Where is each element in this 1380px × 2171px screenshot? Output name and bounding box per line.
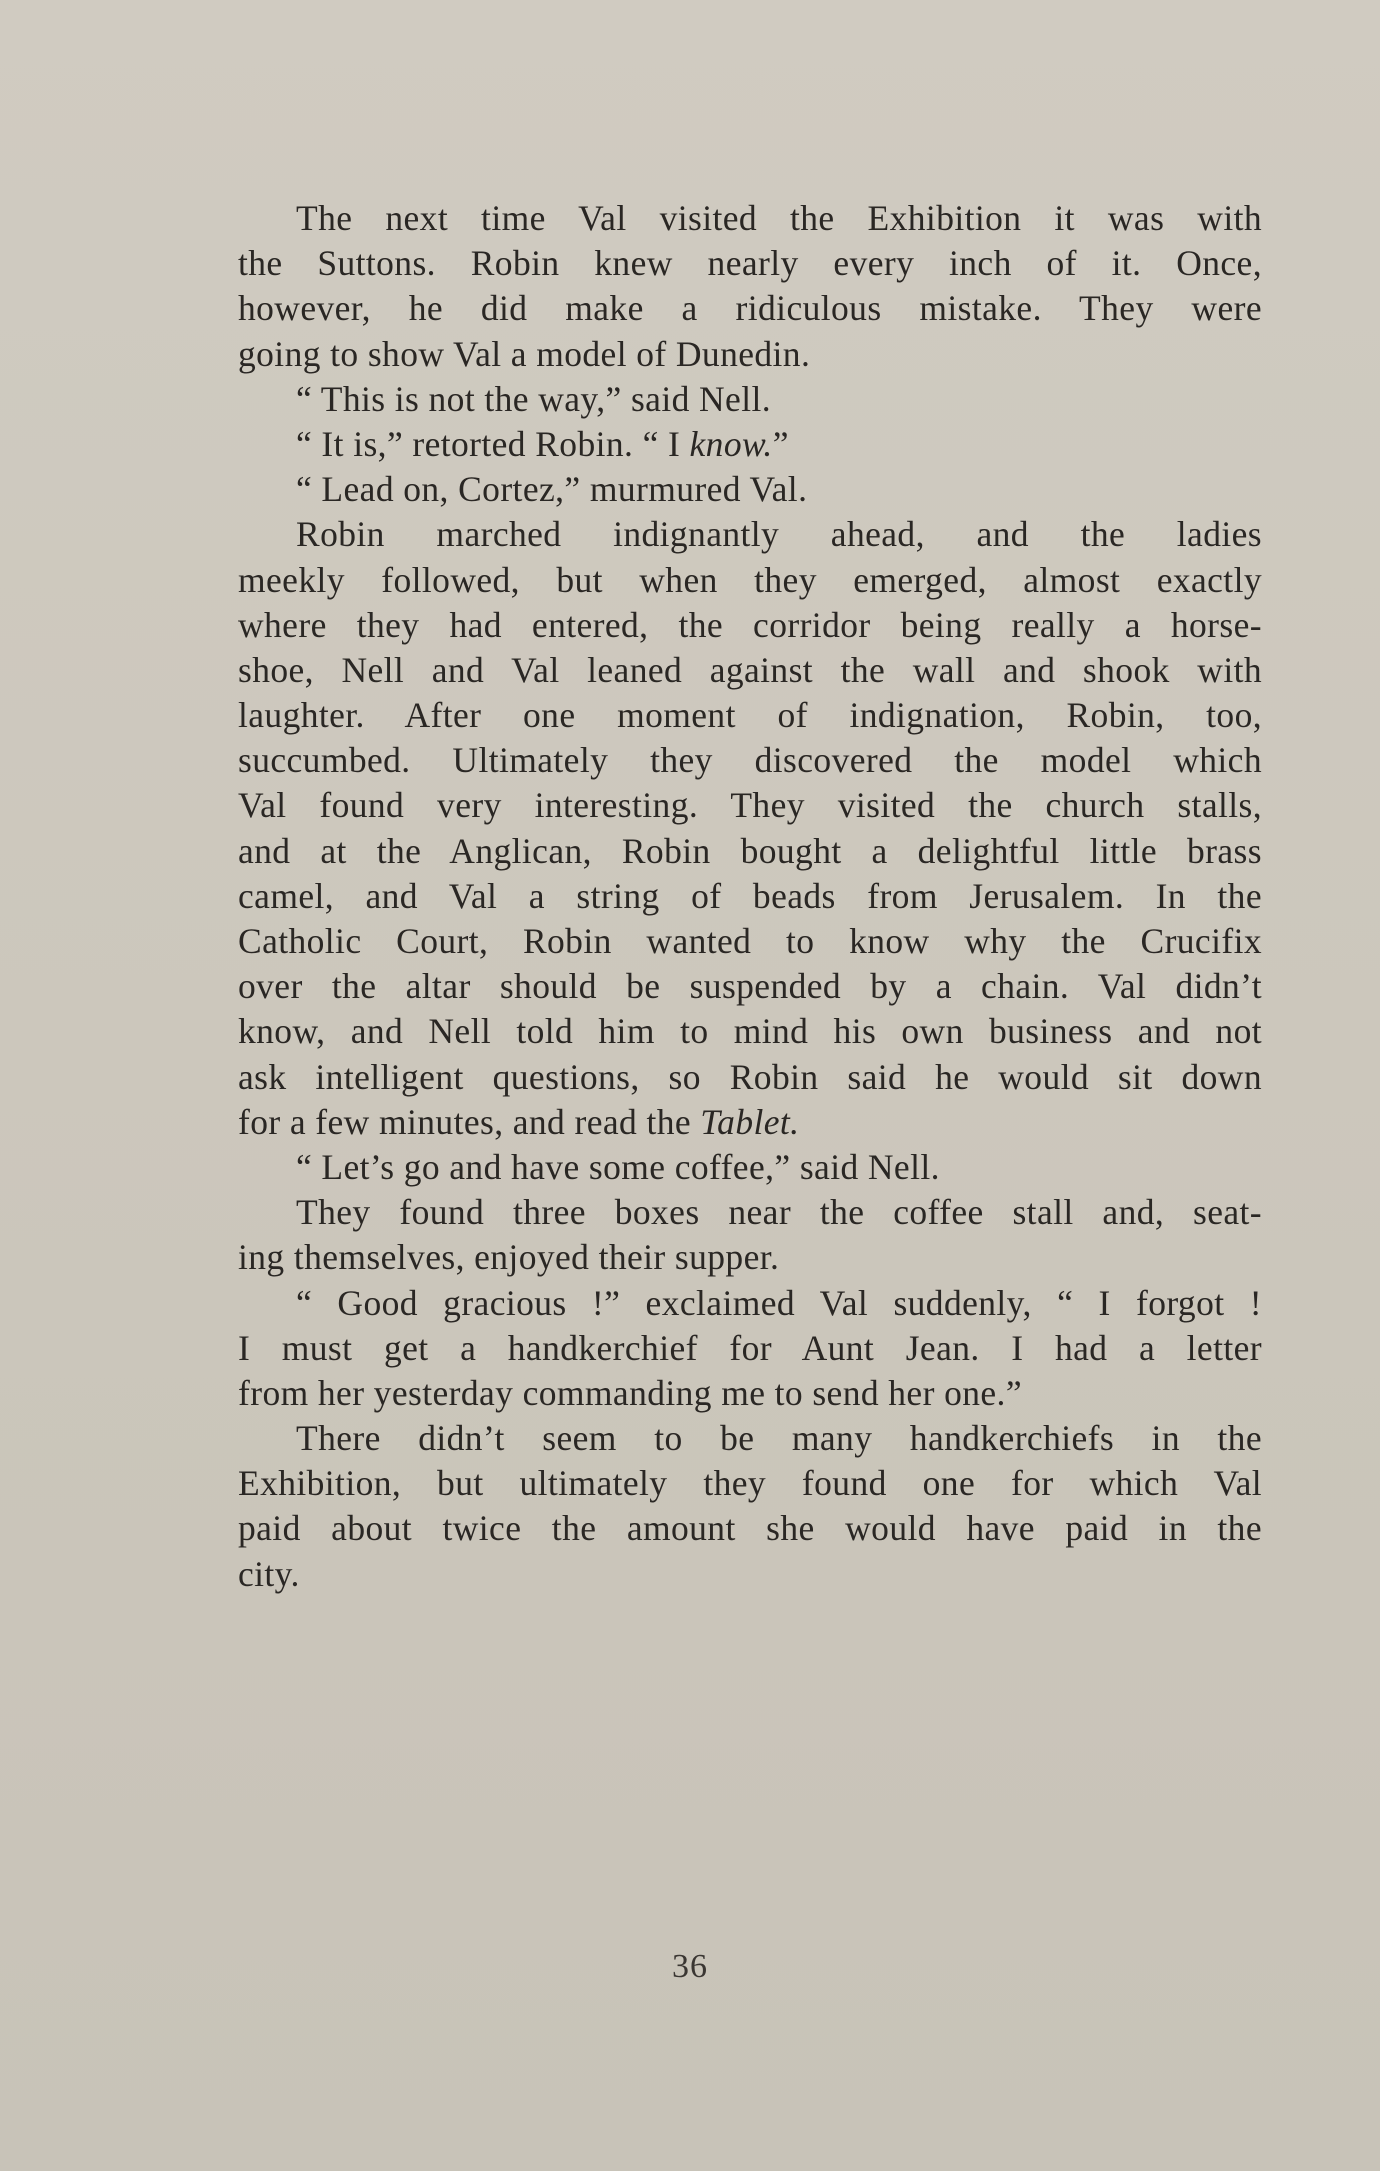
text-line: I must get a handkerchief for Aunt Jean. I had a letter <box>238 1327 1262 1368</box>
text-line: ing themselves, enjoyed their supper. <box>238 1237 780 1278</box>
text-line: “ Let’s go and have some coffee,” said Nell. <box>296 1146 940 1187</box>
text-line: Val found very interesting. They visited the church stalls, <box>238 785 1262 826</box>
text-line: “ Lead on, Cortez,” murmured Val. <box>296 469 808 510</box>
text-line: Exhibition, but ultimately they found one for which Val <box>238 1463 1262 1504</box>
text-line: shoe, Nell and Val leaned against the wall and shook with <box>238 649 1262 690</box>
text-line: paid about twice the amount she would have paid in the <box>238 1508 1262 1549</box>
text-line: Robin marched indignantly ahead, and the ladies <box>296 514 1262 555</box>
text-line: for a few minutes, and read the Tablet. <box>238 1101 800 1142</box>
text-line: from her yesterday commanding me to send her one.” <box>238 1372 1022 1413</box>
text-line: There didn’t seem to be many handkerchiefs in the <box>296 1418 1262 1459</box>
text-line: laughter. After one moment of indignation, Robin, too, <box>238 695 1262 736</box>
text-line: however, he did make a ridiculous mistake. They were <box>238 288 1262 329</box>
text-line: the Suttons. Robin knew nearly every inch of it. Once, <box>238 243 1262 284</box>
text-line: “ It is,” retorted Robin. “ I know.” <box>296 423 789 464</box>
text-line: where they had entered, the corridor being really a horse- <box>238 604 1262 645</box>
text-line: going to show Val a model of Dunedin. <box>238 333 811 374</box>
text-line: camel, and Val a string of beads from Jerusalem. In the <box>238 875 1262 916</box>
text-line: ask intelligent questions, so Robin said he would sit down <box>238 1056 1262 1097</box>
text-line: city. <box>238 1553 300 1594</box>
text-line: know, and Nell told him to mind his own business and not <box>238 1011 1262 1052</box>
text-line: They found three boxes near the coffee stall and, seat- <box>296 1192 1262 1233</box>
text-line: succumbed. Ultimately they discovered the model which <box>238 740 1262 781</box>
text-line: over the altar should be suspended by a chain. Val didn’t <box>238 966 1262 1007</box>
text-line: Catholic Court, Robin wanted to know why the Crucifix <box>238 921 1262 961</box>
page-number: 36 <box>672 1948 708 1985</box>
text-line: The next time Val visited the Exhibition it was with <box>296 198 1262 238</box>
text-line: “ Good gracious !” exclaimed Val suddenly, “ I forgot ! <box>296 1282 1262 1323</box>
text-line: “ This is not the way,” said Nell. <box>296 378 772 419</box>
text-line: and at the Anglican, Robin bought a delightful little brass <box>238 830 1262 871</box>
text-line: meekly followed, but when they emerged, almost exactly <box>238 559 1262 600</box>
body-text <box>238 196 1262 1597</box>
